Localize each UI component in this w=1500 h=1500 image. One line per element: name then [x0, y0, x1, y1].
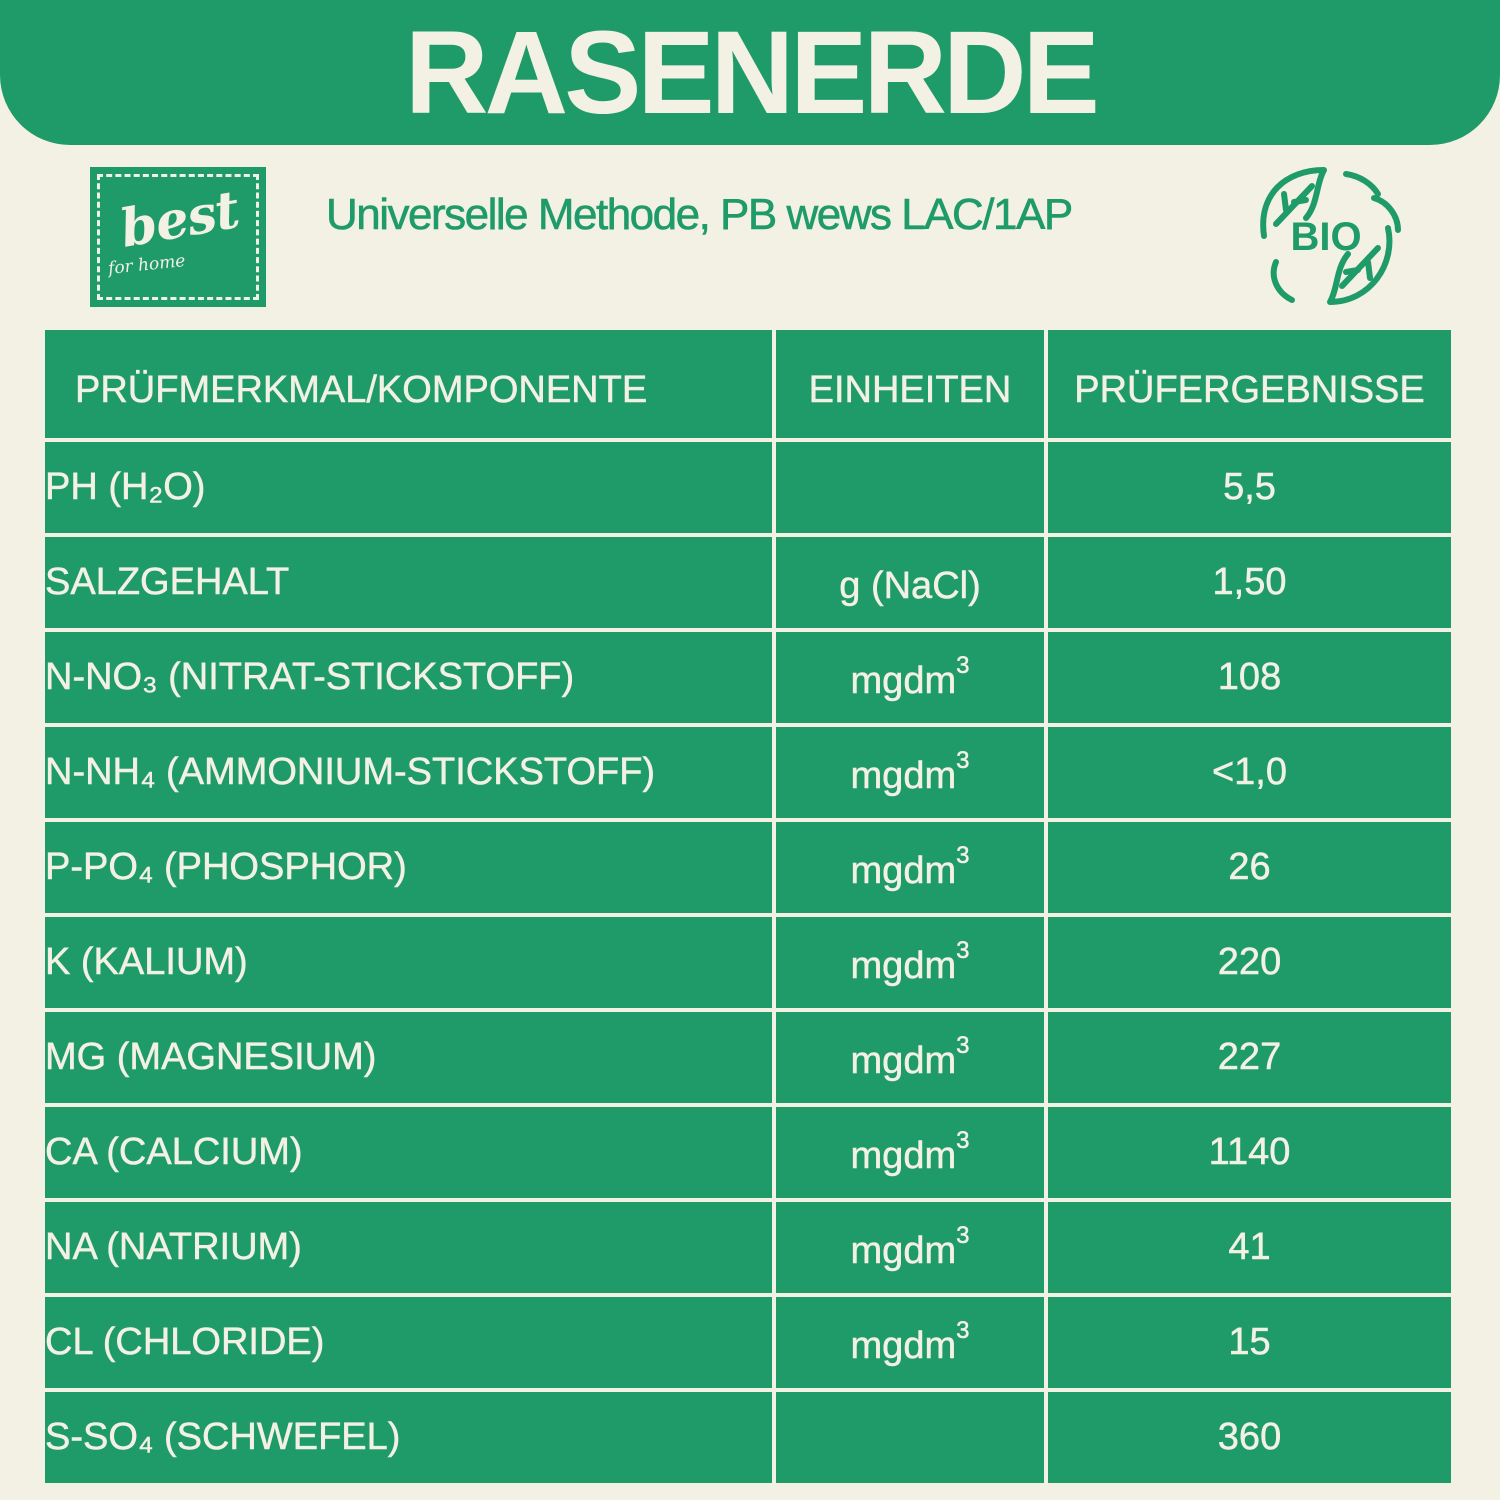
title-banner — [0, 0, 1500, 145]
unit-text: mgdm — [850, 850, 957, 892]
unit-cell — [774, 1105, 1046, 1200]
value-cell: 220 — [1046, 915, 1451, 1010]
component-cell: N-NO₃ (NITRAT-STICKSTOFF) — [45, 630, 774, 725]
unit-text: mgdm — [850, 1325, 957, 1367]
unit-cell — [774, 1200, 1046, 1295]
unit-cell — [774, 725, 1046, 820]
value-cell: 108 — [1046, 630, 1451, 725]
value-cell: 5,5 — [1046, 440, 1451, 535]
component-cell: N-NH₄ (AMMONIUM-STICKSTOFF) — [45, 725, 774, 820]
unit-exponent: 3 — [956, 1127, 970, 1154]
page-title: RASENERDE — [404, 6, 1096, 139]
logo-subtext: for home — [107, 251, 187, 279]
table-row — [45, 1390, 1451, 1483]
unit-cell — [774, 535, 1046, 630]
value-cell: <1,0 — [1046, 725, 1451, 820]
unit-cell — [774, 1295, 1046, 1390]
unit-exponent: 3 — [956, 652, 970, 679]
unit-cell — [774, 1010, 1046, 1105]
value-cell: 1140 — [1046, 1105, 1451, 1200]
unit-text: mgdm — [850, 1230, 957, 1272]
table-row — [45, 440, 1451, 535]
unit-text: mgdm — [850, 1135, 957, 1177]
table-header-row — [45, 330, 1451, 440]
method-subtitle: Universelle Methode, PB wews LAC/1AP — [326, 190, 1072, 239]
unit-cell — [774, 440, 1046, 535]
bio-label: BIO — [1290, 215, 1362, 259]
component-cell: PH (H₂O) — [45, 440, 774, 535]
unit-cell — [774, 820, 1046, 915]
value-cell: 227 — [1046, 1010, 1451, 1105]
component-cell: MG (MAGNESIUM) — [45, 1010, 774, 1105]
header-component: PRÜFMERKMAL/KOMPONENTE — [45, 330, 774, 440]
unit-exponent: 3 — [956, 842, 970, 869]
value-cell: 1,50 — [1046, 535, 1451, 630]
value-cell: 26 — [1046, 820, 1451, 915]
brand-logo — [90, 167, 266, 307]
logo-text: best — [115, 179, 244, 260]
component-cell: P-PO₄ (PHOSPHOR) — [45, 820, 774, 915]
unit-text: mgdm — [850, 1040, 957, 1082]
component-cell: S-SO₄ (SCHWEFEL) — [45, 1390, 774, 1483]
table-row — [45, 1200, 1451, 1295]
table-row — [45, 1105, 1451, 1200]
unit-exponent: 3 — [956, 937, 970, 964]
component-cell: SALZGEHALT — [45, 535, 774, 630]
unit-cell — [774, 915, 1046, 1010]
unit-exponent: 3 — [956, 1222, 970, 1249]
table-row — [45, 725, 1451, 820]
value-cell: 15 — [1046, 1295, 1451, 1390]
unit-exponent: 3 — [956, 747, 970, 774]
value-cell: 41 — [1046, 1200, 1451, 1295]
value-cell: 360 — [1046, 1390, 1451, 1483]
component-cell: K (KALIUM) — [45, 915, 774, 1010]
component-cell: CA (CALCIUM) — [45, 1105, 774, 1200]
results-table — [45, 330, 1451, 1483]
unit-cell — [774, 630, 1046, 725]
bio-badge — [1246, 164, 1406, 308]
table-row — [45, 820, 1451, 915]
unit-exponent: 3 — [956, 1032, 970, 1059]
header-result: PRÜFERGEBNISSE — [1046, 330, 1451, 440]
header-unit: EINHEITEN — [774, 330, 1046, 440]
table-row — [45, 535, 1451, 630]
unit-text: g (NaCl) — [839, 565, 981, 607]
unit-text: mgdm — [850, 660, 957, 702]
table-row — [45, 1295, 1451, 1390]
unit-text: mgdm — [850, 945, 957, 987]
component-cell: NA (NATRIUM) — [45, 1200, 774, 1295]
table-row — [45, 1010, 1451, 1105]
unit-cell — [774, 1390, 1046, 1483]
component-cell: CL (CHLORIDE) — [45, 1295, 774, 1390]
table-row — [45, 915, 1451, 1010]
unit-exponent: 3 — [956, 1317, 970, 1344]
table-row — [45, 630, 1451, 725]
unit-text: mgdm — [850, 755, 957, 797]
